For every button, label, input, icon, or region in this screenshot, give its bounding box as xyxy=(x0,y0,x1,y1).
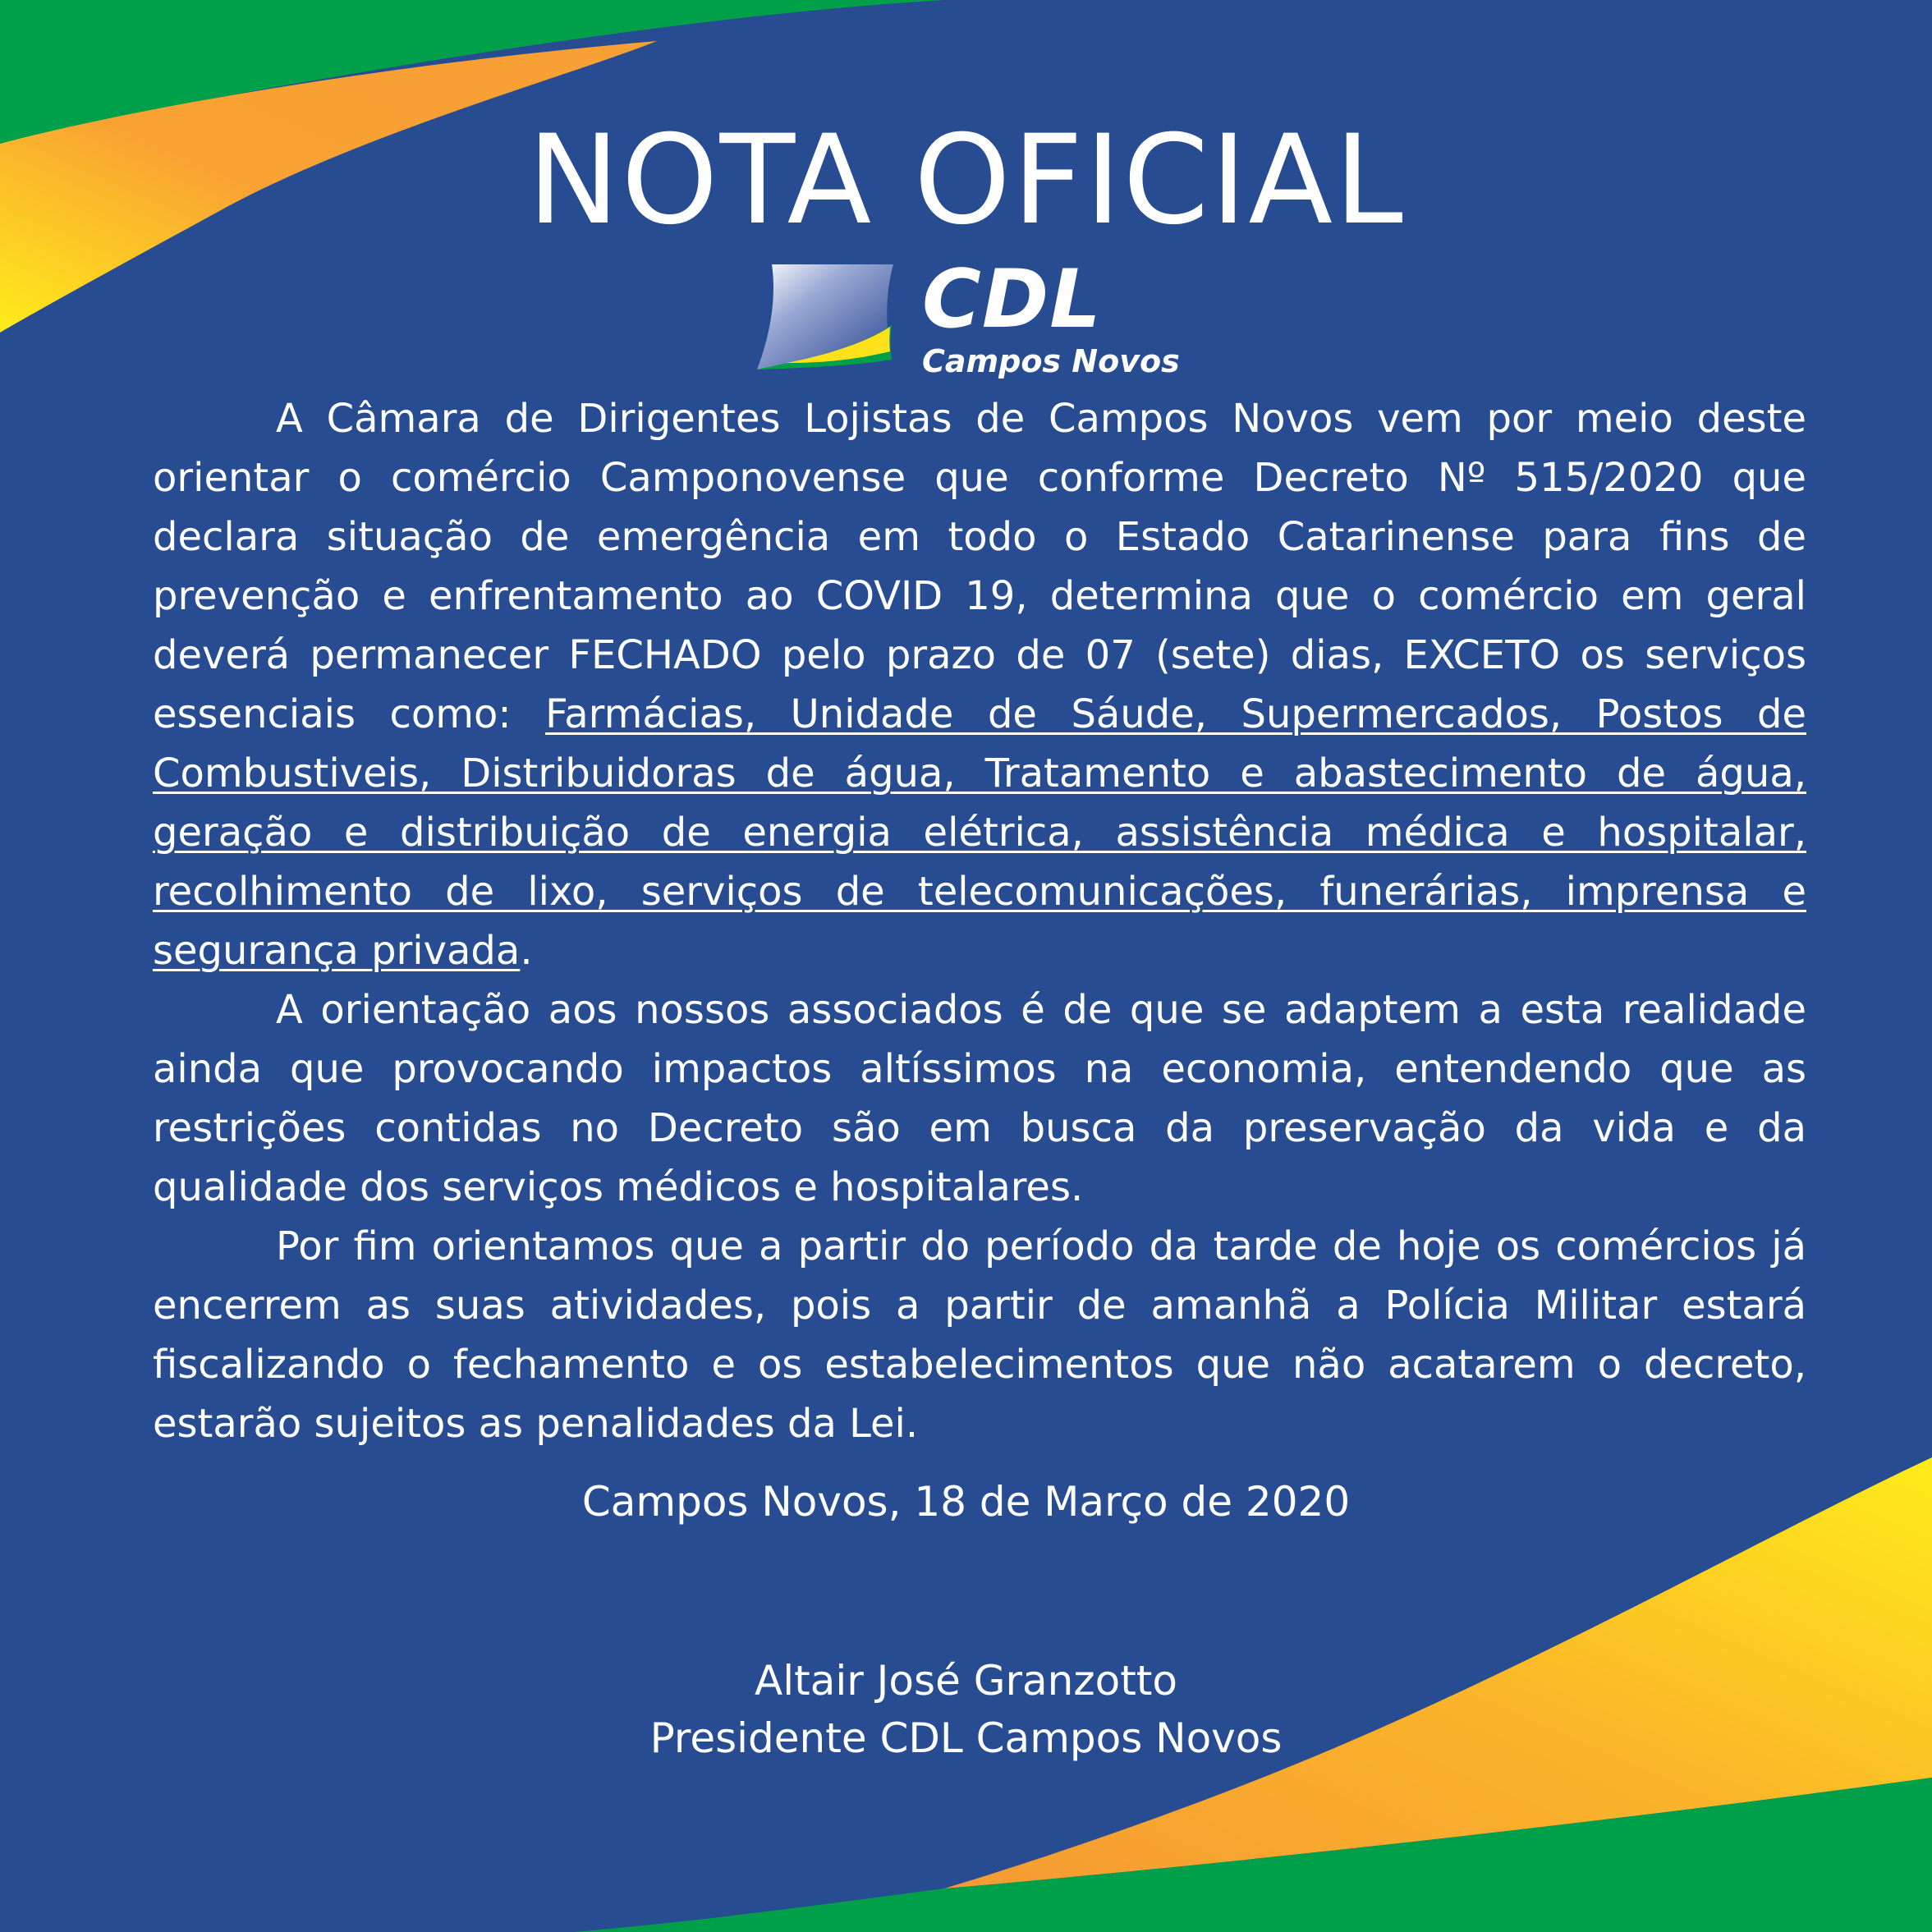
signature-name: Altair José Granzotto xyxy=(755,1657,1177,1705)
signature-role: Presidente CDL Campos Novos xyxy=(649,1714,1283,1762)
cdl-emblem-icon xyxy=(754,261,902,376)
paragraph-1-end: . xyxy=(520,928,533,974)
logo-city-text: Campos Novos xyxy=(922,343,1180,379)
paragraph-2: A orientação aos nossos associados é de que se adaptem a esta realidade ainda que provocando impactos altíssimos na economia, entendendo que as restrições contidas no Decreto são em busca da preservação da vida e da qualidade dos serviços médicos e hospitalares. xyxy=(153,987,1806,1210)
logo-cdl-text: CDL xyxy=(922,253,1102,346)
paragraph-1 xyxy=(153,389,1806,980)
cdl-logo xyxy=(754,253,1181,380)
announcement-body xyxy=(153,389,1806,1453)
page-title: NOTA OFICIAL xyxy=(527,109,1405,252)
paragraph-3: Por fim orientamos que a partir do período da tarde de hoje os comércios já encerrem as suas atividades, pois a partir de amanhã a Polícia Militar estará fiscalizando o fechamento e os estabelecimentos que não acatarem o decreto, estarão sujeitos as penalidades da Lei. xyxy=(153,1223,1806,1447)
paragraph-1-intro: A Câmara de Dirigentes Lojistas de Campos Novos vem por meio deste orientar o comércio Camponovense que conforme Decreto Nº 515/2020 que declara situação de emergência em todo o Estado Catarinense para fins de prevenção e enfrentamento ao COVID 19, determina que o comércio em geral deverá permanecer FECHADO pelo prazo de 07 (sete) dias, EXCETO os serviços essenciais como: xyxy=(153,396,1806,737)
essential-services-list: Farmácias, Unidade de Sáude, Supermercados, Postos de Combustiveis, Distribuidoras de água, Tratamento e abastecimento de água, geração e distribuição de energia elétrica, assistência médica e hospitalar, recolhimento de lixo, serviços de telecomunicações, funerárias, imprensa e segurança privada xyxy=(153,691,1806,974)
date-line: Campos Novos, 18 de Março de 2020 xyxy=(581,1478,1351,1526)
